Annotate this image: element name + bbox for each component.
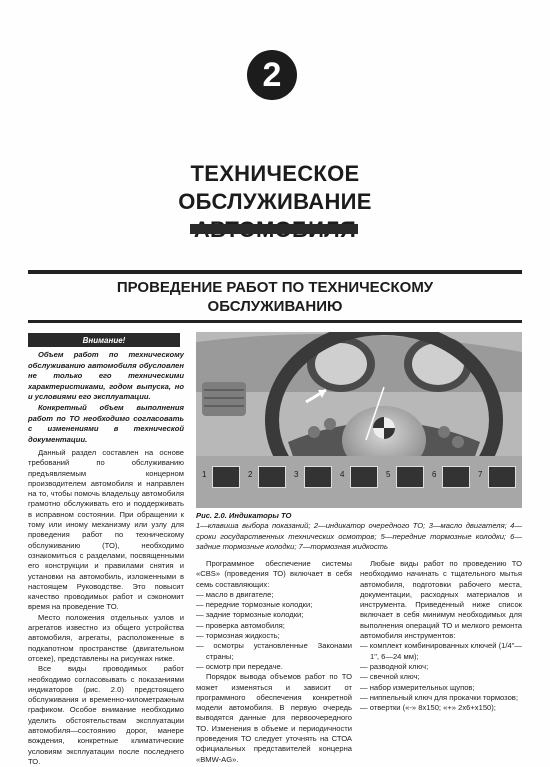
mid-paragraph-2: Порядок вывода объемов работ по ТО может изменяться и зависит от программного обеспечения конкретной модели автомобиля. В первую очередь выводятся данные для первоочередного ТО. Изменения в объеме и периодичности проведения ТО следует уточнять на СТОА официальных представителей концерна «BMW-AG». [196,672,352,764]
callout-5: 5 [386,470,391,479]
chapter-number-badge [247,50,297,100]
callout-7: 7 [478,470,483,479]
attention-paragraph-2: Конкретный объем выполнения работ по ТО необходимо согласовать с изменениями в технической документации. [28,402,184,444]
air-vent [202,382,246,416]
callout-1: 1 [202,470,207,479]
attention-paragraph-1: Объем работ по техническому обслуживанию автомобиля обусловлен не только его техническими характеристиками, годом выпуска, но и условиями его эксплуатации. [28,350,184,402]
section-rule-bottom [28,320,522,323]
list-item: — свечной ключ; [360,672,420,682]
section-title: ПРОВЕДЕНИЕ РАБОТ ПО ТЕХНИЧЕСКОМУ ОБСЛУЖИВАНИЮ [116,279,434,315]
indicator-icon-1 [212,466,240,488]
chapter-title: ТЕХНИЧЕСКОЕ ОБСЛУЖИВАНИЕ [178,161,372,214]
right-paragraph-1: Любые виды работ по проведению ТО необходимо начинать с тщательного мытья автомобиля, подготовки рабочего места, документации, расходных материалов и инструмента. Приведенный ниже список включает в себя минимум необходимых для выполнения операций ТО и мелкого ремонта автомобиля инструментов: [360,559,522,641]
list-item: — разводной ключ; [360,661,429,671]
callout-6: 6 [432,470,437,479]
list-item: — комплект комбинированных ключей (1/4"—1", 6—24 мм); [360,641,522,661]
figure-caption [196,511,522,552]
callout-2: 2 [248,470,253,479]
left-paragraph-1: Данный раздел составлен на основе требований по обслуживанию предъявляемым концерном производителем автомобиля и направлен на то, чтобы помочь владельцу автомобиля грамотно обслуживать его и поддерживать в исправном состоянии. При обращении к тому или иному механизму или узлу для проведения работ по техническому обслуживанию (ТО), необходимо ознакомиться с разделами, посвященными его конструкции и правилами снятия и установки на автомобиль, изложенными в настоящем Руководстве. Это повысит качество проводимых работ и сэкономит время на проведение ТО. [28,448,184,612]
indicator-icon-4 [350,466,378,488]
title-underline-bar [190,224,358,234]
left-column-text [28,448,184,767]
section-rule-top [28,270,522,274]
indicator-icon-6 [442,466,470,488]
attention-header [28,333,180,347]
left-paragraph-3: Все виды проводимых работ необходимо согласовывать с показаниями индикаторов (рис. 2.0) предстоящего обслуживания и временно-километражным графиком. Особое внимание необходимо уделить обстоятельствам эксплуатации автомобиля—состоянию дорог, манере вождения, конкретные климатические условиям эксплуатации после последнего ТО. [28,664,184,766]
middle-column-text [196,559,352,765]
list-item: — задние тормозные колодки; [196,610,304,620]
figure-caption-label: Рис. 2.0. Индикаторы ТО [196,511,292,520]
chapter-number: 2 [262,55,282,94]
indicator-strip [196,456,522,508]
indicator-icon-2 [258,466,286,488]
list-item: — ниппельный ключ для прокачки тормозов; [360,692,518,702]
figure-caption-text: 1—клавиша выбора показаний; 2—индикатор очередного ТО; 3—масло двигателя; 4—сроки государственных технических осмотров; 5—передние тормозные колодки; 6—задние тормозные колодки; 7—тормозная жидкость [196,521,522,551]
list-item: — осмотры установленные Законами страны; [196,641,352,661]
indicator-icon-7 [488,466,516,488]
attention-body [28,350,184,445]
list-item: — тормозная жидкость; [196,631,280,641]
list-item: — отвертки («-» 8x150; «+» 2x6+x150); [360,703,496,713]
right-column-text [360,559,522,713]
list-item: — передние тормозные колодки; [196,600,313,610]
callout-3: 3 [294,470,299,479]
left-paragraph-2: Место положения отдельных узлов и агрегатов известно из общего устройства автомобиля, агрегаты, расположенные в подкапотном пространстве (двигательном отсеке), представлены на рисунках ниже. [28,612,184,663]
callout-4: 4 [340,470,345,479]
list-item: — проверка автомобиля; [196,620,285,630]
list-item: — набор измерительных щупов; [360,682,475,692]
indicator-icon-5 [396,466,424,488]
dashboard-photo [196,332,522,508]
attention-header-label: Внимание! [82,335,126,345]
indicator-icon-3 [304,466,332,488]
mid-paragraph-1: Программное обеспечение системы «CBS» (проведения ТО) включает в себя семь составляющих: [196,559,352,589]
list-item: — масло в двигателе; [196,589,274,599]
list-item: — осмотр при передаче. [196,661,283,671]
